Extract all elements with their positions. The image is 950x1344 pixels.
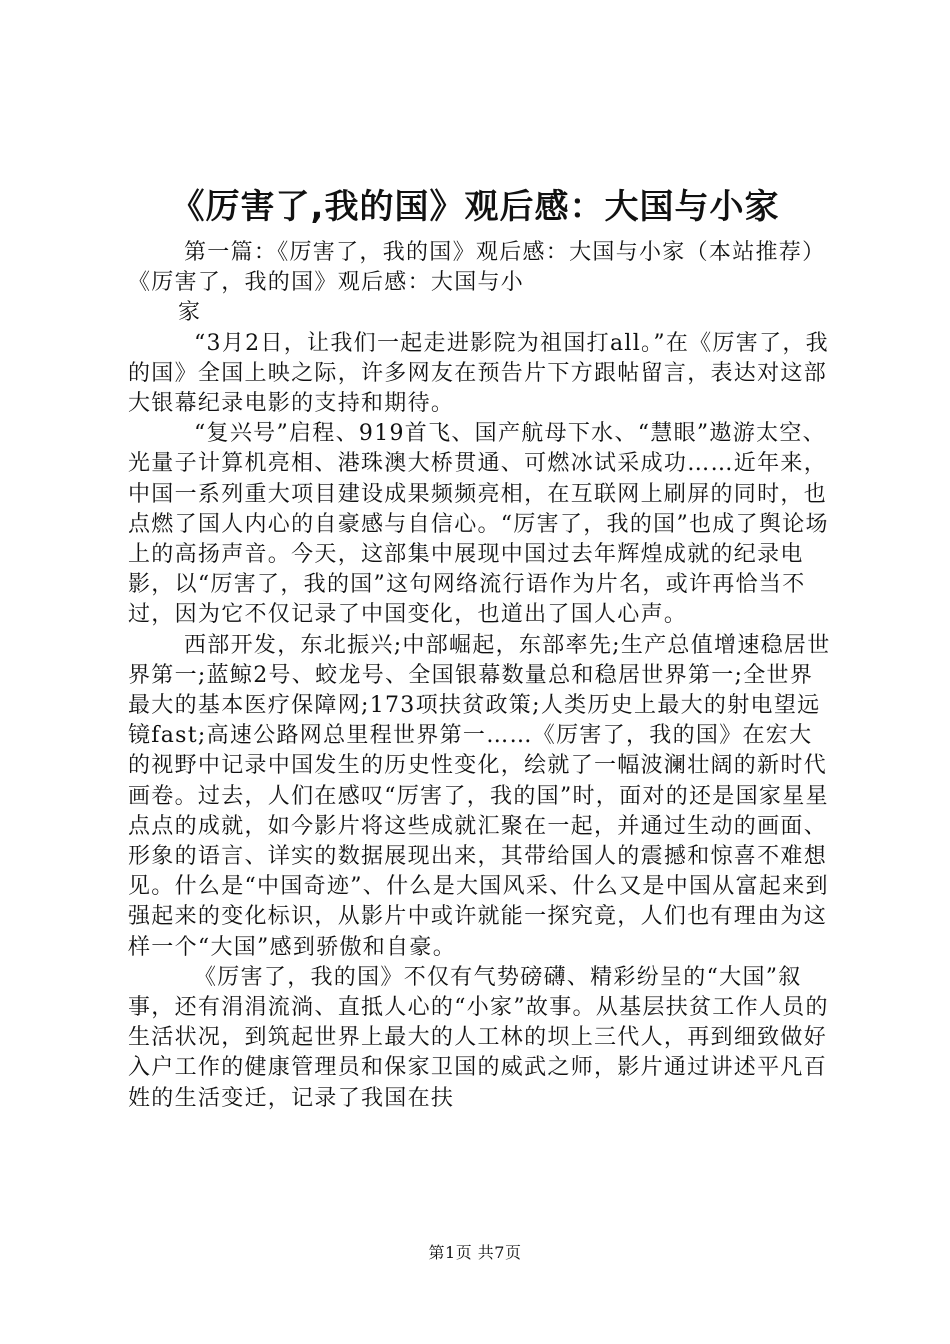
page-indicator: 第1页 共7页 <box>428 1243 522 1262</box>
document-body <box>128 238 834 1114</box>
document-title: 《厉害了,我的国》观后感：大国与小家 <box>170 187 780 227</box>
paragraph-release: “3月2日，让我们一起走进影院为祖国打all。”在《厉害了，我的国》全国上映之际，许多网友在预告片下方跟帖留言，表达对这部大银幕纪录电影的支持和期待。 <box>128 330 829 417</box>
paragraph-intro: 第一篇：《厉害了，我的国》观后感：大国与小家（本站推荐）《厉害了，我的国》观后感：大国与小 <box>128 240 826 296</box>
paragraph-small-family: 《厉害了，我的国》不仅有气势磅礴、精彩纷呈的“大国”叙事，还有涓涓流淌、直抵人心的“小家”故事。从基层扶贫工作人员的生活状况，到筑起世界上最大的人工林的坝上三代人，再到细致做好入户工作的健康管理员和保家卫国的威武之师，影片通过讲述平凡百姓的生活变迁，记录了我国在扶 <box>128 964 829 1111</box>
paragraph-achievements: “复兴号”启程、919首飞、国产航母下水、“慧眼”遨游太空、光量子计算机亮相、港珠澳大桥贯通、可燃冰试采成功……近年来，中国一系列重大项目建设成果频频亮相，在互联网上刷屏的同时，也点燃了国人内心的自豪感与自信心。“厉害了，我的国”也成了舆论场上的高扬声音。今天，这部集中展现中国过去年辉煌成就的纪录电影，以“厉害了，我的国”这句网络流行语作为片名，或许再恰当不过，因为它不仅记录了中国变化，也道出了国人心声。 <box>128 421 829 628</box>
paragraph-intro-continued: 家 <box>178 300 202 326</box>
paragraph-development: 西部开发，东北振兴;中部崛起，东部率先;生产总值增速稳居世界第一;蓝鲸2号、蛟龙号、全国银幕数量总和稳居世界第一;全世界最大的基本医疗保障网;173项扶贫政策;人类历史上最大的射电望远镜fast;高速公路网总里程世界第一……《厉害了，我的国》在宏大的视野中记录中国发生的历史性变化，绘就了一幅波澜壮阔的新时代画卷。过去，人们在感叹“厉害了，我的国”时，面对的还是国家星星点点的成就，如今影片将这些成就汇聚在一起，并通过生动的画面、形象的语言、详实的数据展现出来，其带给国人的震撼和惊喜不难想见。什么是“中国奇迹”、什么是大国风采、什么又是中国从富起来到强起来的变化标识，从影片中或许就能一探究竟，人们也有理由为这样一个“大国”感到骄傲和自豪。 <box>128 632 831 960</box>
